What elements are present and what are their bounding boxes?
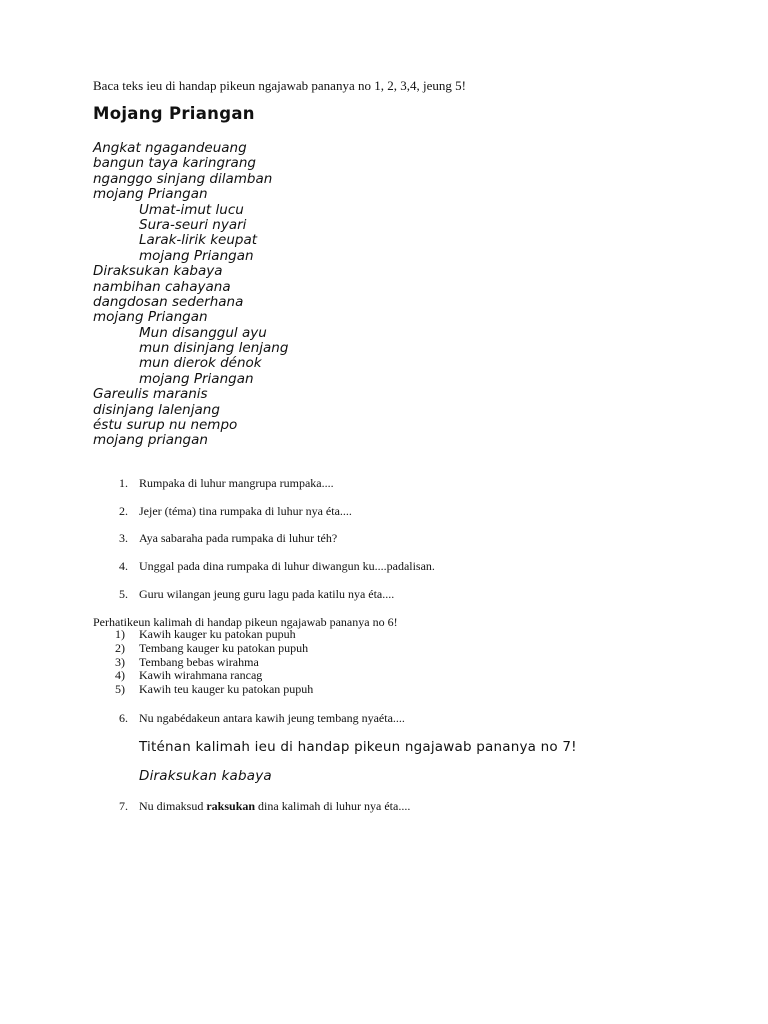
option-text: Kawih kauger ku patokan pupuh	[139, 627, 296, 641]
question-3	[93, 531, 337, 546]
question-number: 3.	[119, 531, 128, 545]
poem-line: Gareulis maranis	[93, 386, 208, 403]
poem-line: Mun disanggul ayu	[139, 324, 267, 341]
question-5	[93, 587, 394, 602]
poem-line: mojang Priangan	[93, 186, 208, 203]
poem-line: disinjang lalenjang	[93, 401, 220, 418]
question-number: 5.	[119, 587, 128, 601]
option-number: 5)	[115, 682, 125, 697]
poem-line: mojang Priangan	[139, 370, 254, 387]
poem-line: Larak-lirik keupat	[139, 232, 258, 249]
question-number: 7.	[119, 799, 128, 813]
question-text: Nu ngabédakeun antara kawih jeung tembang nyaéta....	[139, 711, 405, 725]
question-number: 4.	[119, 559, 128, 573]
options-list	[115, 628, 313, 697]
option-number: 2)	[115, 640, 125, 655]
poem-line: Diraksukan kabaya	[93, 263, 223, 280]
question-7	[93, 799, 410, 814]
poem-line: Angkat ngagandeuang	[93, 140, 247, 156]
poem-line: nganggo sinjang dilamban	[93, 170, 273, 187]
question-number: 6.	[119, 711, 128, 725]
option-text: Kawih teu kauger ku patokan pupuh	[139, 682, 314, 697]
option-number: 4)	[115, 668, 125, 683]
question-number: 1.	[119, 476, 128, 490]
poem-line: mojang priangan	[93, 432, 208, 449]
question-text: Guru wilangan jeung guru lagu pada katilu nya éta....	[139, 587, 395, 601]
question-number: 2.	[119, 504, 128, 518]
question-2	[93, 504, 352, 519]
option-number: 1)	[115, 627, 125, 641]
option-item	[115, 628, 313, 642]
question-text: Aya sabaraha pada rumpaka di luhur téh?	[139, 531, 338, 545]
question-keyword: raksukan	[206, 799, 256, 813]
poem-line: mun dierok dénok	[139, 355, 262, 372]
poem-line: mojang Priangan	[139, 247, 254, 264]
question-text	[139, 799, 410, 814]
section3-sentence: Diraksukan kabaya	[139, 768, 272, 784]
question-text: Unggal pada dina rumpaka di luhur diwangun ku....padalisan.	[139, 559, 435, 573]
question-6	[93, 711, 405, 726]
poem-body	[93, 141, 593, 449]
option-item	[115, 656, 313, 670]
question-text-part: dina kalimah di luhur nya éta....	[255, 799, 411, 813]
option-text: Tembang bebas wirahma	[139, 654, 259, 669]
poem-line: mun disinjang lenjang	[139, 340, 289, 357]
question-text: Jejer (téma) tina rumpaka di luhur nya éta....	[139, 504, 352, 518]
intro-instruction: Baca teks ieu di handap pikeun ngajawab pananya no 1, 2, 3,4, jeung 5!	[93, 78, 466, 93]
option-item	[115, 669, 313, 683]
poem-line: Umat-imut lucu	[139, 201, 244, 218]
option-number: 3)	[115, 654, 125, 669]
option-text: Tembang kauger ku patokan pupuh	[139, 640, 309, 655]
poem-line: Sura-seuri nyari	[139, 216, 247, 233]
question-1	[93, 476, 334, 491]
section3-instruction: Titénan kalimah ieu di handap pikeun ngajawab pananya no 7!	[139, 739, 577, 755]
poem-line: bangun taya karingrang	[93, 155, 256, 172]
poem-line: mojang Priangan	[93, 309, 208, 326]
poem-line: dangdosan sederhana	[93, 293, 244, 310]
poem-line: éstu surup nu nempo	[93, 417, 238, 434]
option-text: Kawih wirahmana rancag	[139, 668, 263, 683]
option-item	[115, 642, 313, 656]
question-4	[93, 559, 435, 574]
option-item	[115, 683, 313, 697]
question-text: Rumpaka di luhur mangrupa rumpaka....	[139, 476, 334, 490]
poem-title: Mojang Priangan	[93, 104, 255, 123]
question-text-part: Nu dimaksud	[139, 799, 207, 813]
poem-line: nambihan cahayana	[93, 278, 231, 295]
section2-instruction: Perhatikeun kalimah di handap pikeun ngajawab pananya no 6!	[93, 615, 398, 629]
